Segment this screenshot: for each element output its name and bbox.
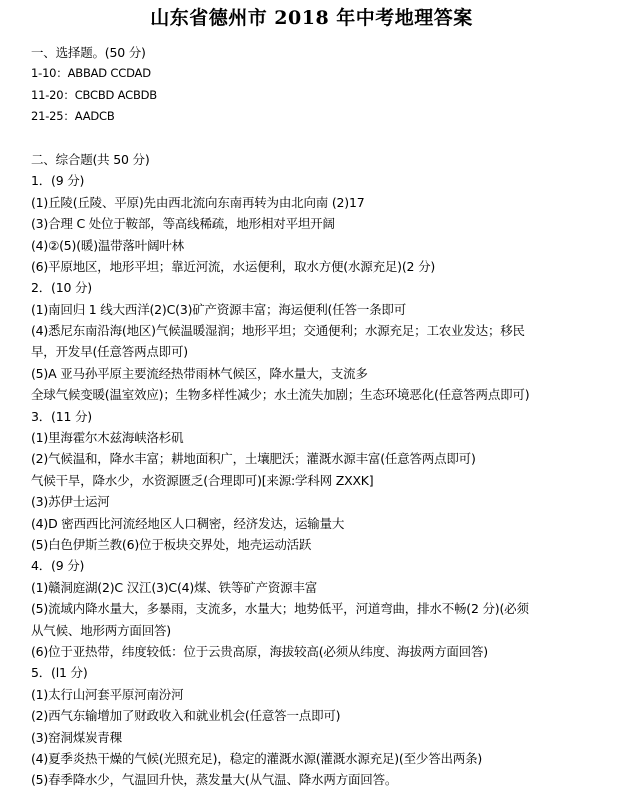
document-body xyxy=(31,42,615,791)
answer-line: (6)平原地区，地形平坦；靠近河流，水运便利，取水方便(水源充足)(2 分) xyxy=(31,258,436,274)
answer-line: (1)里海霍尔木兹海峡洛杉矶 xyxy=(31,430,184,446)
answer-line: (4)夏季炎热干燥的气候(光照充足)，稳定的灌溉水源(灌溉水源充足)(至少答出两条) xyxy=(31,750,483,766)
answer-line: (1)丘陵(丘陵、平原)先由西北流向东南再转为由北向南 (2)17 xyxy=(31,194,365,210)
answer-line: (2)西气东输增加了财政收入和就业机会(任意答一点即可) xyxy=(31,708,341,724)
answer-line: (5)A 亚马孙平原主要流经热带雨林气候区，降水量大，支流多 xyxy=(31,365,368,381)
answer-line: (3)合理 C 处位于鞍部，等高线稀疏，地形相对平坦开阔 xyxy=(31,216,335,232)
choice-answer-line: 21-25：AADCB xyxy=(31,109,115,124)
answer-line: (4)②(5)(暖)温带落叶阔叶林 xyxy=(31,237,184,253)
answer-line: (5)流域内降水量大，多暴雨，支流多，水量大；地势低平，河道弯曲，排水不畅(2 分)(必须 xyxy=(31,601,529,617)
answer-line: 4．(9 分) xyxy=(31,558,85,574)
answer-line: 5．(l1 分) xyxy=(31,665,88,681)
answer-line: 全球气候变暖(温室效应)；生物多样性减少；水土流失加剧；生态环境恶化(任意答两点即可) xyxy=(31,387,530,403)
answer-line: (3)窑洞煤炭青稞 xyxy=(31,729,122,745)
answer-line: 3．(11 分) xyxy=(31,408,92,424)
answer-line: (5)白色伊斯兰教(6)位于板块交界处，地壳运动活跃 xyxy=(31,536,312,552)
document-title: 山东省德州市 2018 年中考地理答案 xyxy=(150,7,473,29)
answer-line: (5)春季降水少，气温回升快，蒸发量大(从气温、降水两方面回答。 xyxy=(31,772,398,788)
section-heading-comprehensive: 二、综合题(共 50 分) xyxy=(31,151,150,167)
answer-line: (4)D 密西西比河流经地区人口稠密，经济发达，运输量大 xyxy=(31,515,345,531)
answer-line: 从气候、地形两方面回答) xyxy=(31,622,171,638)
answer-line: (3)苏伊士运河 xyxy=(31,494,110,510)
choice-answer-line: 11-20：CBCBD ACBDB xyxy=(31,87,157,102)
choice-answer-line: 1-10：ABBAD CCDAD xyxy=(31,66,151,81)
answer-line: 早，开发早(任意答两点即可) xyxy=(31,344,188,360)
answer-line: (1)南回归 1 线大西洋(2)C(3)矿产资源丰富；海运便利(任答一条即可 xyxy=(31,301,407,317)
answer-line: (6)位于亚热带，纬度较低：位于云贵高原，海拔较高(必须从纬度、海拔两方面回答) xyxy=(31,643,488,659)
answer-line: 气候干旱，降水少，水资源匮乏(合理即可)[来源:学科网 ZXXK] xyxy=(31,472,374,488)
answer-line: (4)悉尼东南沿海(地区)气候温暖湿润；地形平坦；交通便利；水源充足；工农业发达；移民 xyxy=(31,323,525,339)
answer-line: (1)赣洞庭湖(2)C 汉江(3)C(4)煤、铁等矿产资源丰富 xyxy=(31,579,318,595)
answer-line: 1．(9 分) xyxy=(31,173,85,189)
answer-line: (2)气候温和，降水丰富；耕地面积广，土壤肥沃；灌溉水源丰富(任意答两点即可) xyxy=(31,451,476,467)
blank-spacer xyxy=(31,128,615,149)
section-heading-choice: 一、选择题。(50 分) xyxy=(31,45,146,60)
answer-line: 2．(10 分) xyxy=(31,280,92,296)
answer-line: (1)太行山河套平原河南汾河 xyxy=(31,686,184,702)
